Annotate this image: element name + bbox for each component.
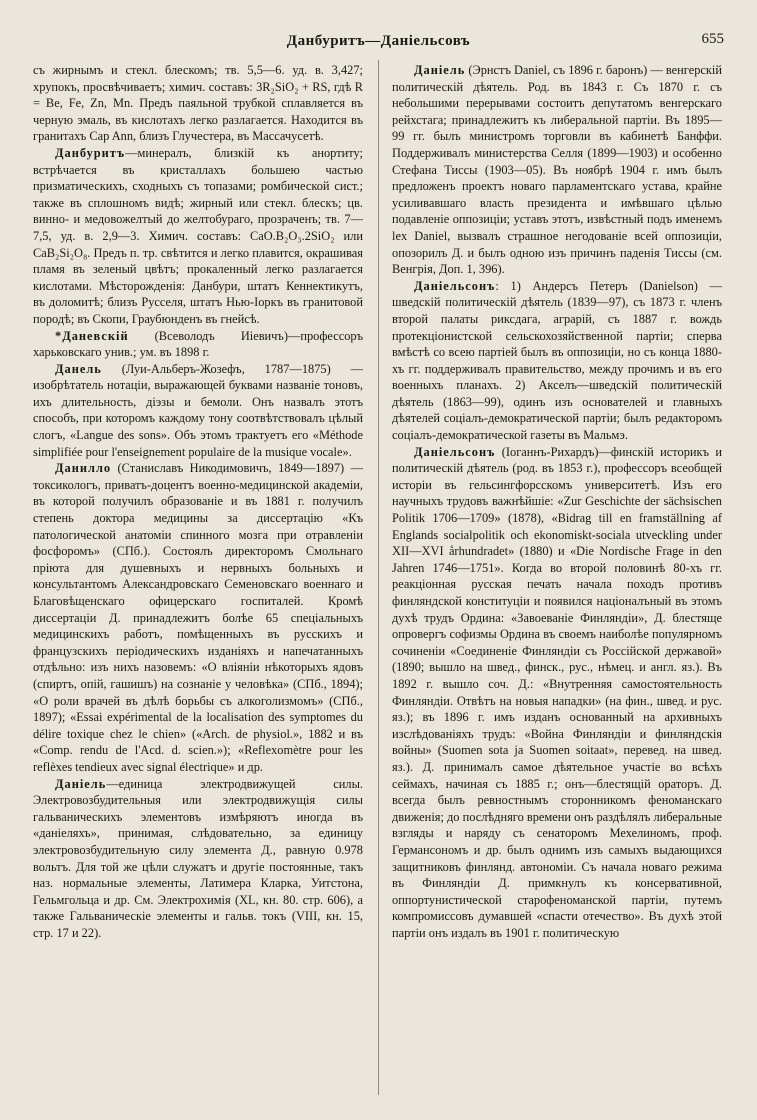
entry-headword: Даніельсонъ (414, 278, 496, 293)
entry-headword: Данилло (55, 461, 112, 476)
running-head (0, 33, 757, 53)
entry-text: (Эрнстъ Daniel, съ 1896 г. баронъ) — венгерскій политическій дѣятель. Род. въ 1843 г. Съ 1870 г. съ небольшими перерывами состоитъ депутатомъ венгерскаго рейхстага; принадлежитъ къ либеральной партіи. Въ 1895—99 гг. былъ министромъ торговли въ кабинетѣ Банффи. Поддерживалъ министерства Селля (1899—1903) и особенно Стефана Тиссы (1903—05). Въ ноябрѣ 1904 г. имъ былъ предложенъ проектъ новаго парламентскаго устава, крайне усиливавшаго власть президента и имѣвшаго цѣлью подавленіе оппозиціи; уставъ этотъ, извѣстный подъ именемъ lex Daniel, вызвалъ страшное негодованіе всей оппозиціи, опозорилъ Д. и былъ одною изъ причинъ паденія Тиссы (см. Венгрія, Доп. 1, 396). (392, 63, 723, 277)
entry-text: (Станиславъ Никодимовичъ, 1849—1897) — токсикологъ, приватъ-доцентъ военно-медицинской академіи, въ которой получилъ образованіе и въ 1881 г. получилъ степень доктора медицины за диссертацію «Къ патологической анатоміи спинного мозга при отравленіи фосфоромъ» (СПб.). Состоялъ директоромъ Смольнаго пріюта для душевныхъ и нервныхъ больныхъ и консультантомъ Александровскаго Семеновскаго военнаго и Благовѣщенскаго офицерскаго госпиталей. Кромѣ диссертаціи Д. принадлежитъ болѣе 65 спеціальныхъ медицинскихъ работъ, помѣщенныхъ въ русскихъ и французскихъ періодическихъ изданіяхъ и напечатанныхъ отдѣльно: изъ нихъ назовемъ: «О вліяніи нѣкоторыхъ ядовъ (спиртъ, опій, гашишъ) на сознаніе у человѣка» (СПб., 1894); «О роли врачей въ дѣлѣ борьбы съ алкоголизмомъ» (СПб., 1897); «Essai expérimental de la localisation des symptomes du délire toxique chez le chien» («Arch. de physiol.», 1882 и въ «Comp. rendu de l'Acd. d. scien.»); «Reflexomètre pour les reflèxes tendieux avec signal électrique» и др. (33, 461, 363, 774)
entry-headword: Даніель (55, 776, 107, 791)
entry-daniel-ernst (392, 62, 722, 278)
page-header-title: Данбуритъ—Даніельсовъ (286, 33, 471, 49)
entry-danillo (33, 460, 363, 775)
entry-danielson-finnish (392, 444, 722, 942)
entry-text: (Всеволодъ Иіевичъ)—профессоръ харьковскаго унив.; ум. въ 1898 г. (33, 328, 363, 360)
entry-headword: Данель (55, 361, 102, 376)
entry-danel (33, 361, 363, 461)
entry-daniel-unit (33, 776, 363, 942)
right-column (392, 62, 722, 941)
column-divider (378, 60, 379, 1095)
entry-danielson-swedish (392, 278, 722, 444)
entry-text: —минералъ, близкій къ анортиту; встрѣчается въ кристаллахъ большею частью призматическихъ, сходныхъ съ топазами; ромбической сист.; также въ сплошномъ видѣ; жирный или стекл. блескъ; цв. винно- и медовожелтый до желтобураго, прозраченъ; тв. 7—7,5, уд. в. 2,9—3. Химич. составъ: CaO.B₂O₃.2SiO₂ или CaB₂Si₂O₈. Предъ п. тр. свѣтится и легко плавится, окрашивая пламя въ зеленый цвѣтъ; прокаленный легко разлагается кислотами. Мѣсторожденія: Данбури, штатъ Кеннектикутъ, въ доломитѣ; близъ Русселя, штатъ Нью-Іоркъ въ гранитовой породѣ; въ Скопи, Граубюнденъ въ гнейсѣ. (33, 145, 363, 326)
entry-danburit (33, 145, 363, 328)
entry-text: съ жирнымъ и стекл. блескомъ; тв. 5,5—6. уд. в. 3,427; хрупокъ, просвѣчиваетъ; химич. составъ: 3R₂SiO₂ + RS, гдѣ R = Be, Fe, Zn, Mn. Предъ паяльной трубкой сплавляется въ черную эмаль, въ кислотахъ легко разлагается. Находится въ гранитахъ Cap Ann, близъ Глучестера, въ Массачусетѣ. (33, 63, 363, 144)
entry-headword: Данбуритъ (55, 145, 126, 160)
entry-headword: Даніельсонъ (414, 444, 496, 459)
entry-continuation (33, 62, 363, 145)
entry-danevsky (33, 328, 363, 361)
entry-text: (Іоганнъ-Рихардъ)—финскій историкъ и политическій дѣятель (род. въ 1853 г.), профессоръ всеобщей исторіи въ гельсингфорсскомъ университетѣ. Изъ его научныхъ трудовъ важнѣйшіе: «Zur Geschichte der sächsischen Politik 1706—1709» (1878), «Bidrag till en framställning af Englands socialpolitik och ekonomiskt-sociala utveckling under XII—XVI århundradet» (1880) и «Die Nordische Frage in den Jahren 1746—1751». Когда во второй половинѣ 80-хъ гг. реакціонная русская печать начала походъ противъ финляндской конституціи и появился націоналъный въ этомъ духѣ трудъ Ордина: «Завоеваніе Финляндіи», Д. блестяще опровергъ софизмы Ордина въ своемъ наиболѣе популярномъ сочиненіи «Соединеніе Финляндіи съ Россійской державой» (1890; вышло на швед., финск., рус., нѣмец. и англ. яз.). Въ 1892 г. вышло соч. Д.: «Внутренняя самостоятельность Финляндіи. Отвѣтъ на новыя нападки» (на фин., швед. и рус. яз.); въ 1896 г. имъ изданъ основанный на архивныхъ изслѣдованіяхъ трудъ: «Война Финляндіи и финляндскія войны» (Suomen sota ja Suomen soitaat», перевед. на швед. яз.). Д. принималъ самое дѣятельное участіе во всѣхъ сеймахъ, начиная съ 1885 г.; онъ—блестящій ораторъ. Д. всегда былъ ревностнымъ сторонникомъ феноманскаго движенія; до послѣдняго времени онъ раздѣлялъ либеральные взгляды и наряду съ сенаторомъ Мехелиномъ, проф. Германсономъ и др. былъ однимъ изъ самыхъ выдающихся защитниковъ финлянд. автономіи. Съ начала новаго режима въ Финляндіи Д. примкнулъ къ консервативной, оппортунистической старофеноманской партіи, путемъ компромиссовъ думавшей «спасти отечество». Въ духѣ этой партіи онъ издалъ въ 1901 г. политическую (392, 444, 722, 940)
entry-headword: *Даневскій (55, 328, 129, 343)
entry-text: : 1) Андерсъ Петеръ (Danielson) — шведскій политическій дѣятель (1839—97), съ 1873 г. членъ второй палаты риксдага, аграрій, съ 1887 г. вождь протекціонистской сельскохозяйственной партіи; сперва вмѣстѣ со всею партіей былъ въ оппозиціи, но съ конца 1880-хъ гг. поддерживалъ правительство, между прочимъ и въ его военныхъ планахъ. 2) Акселъ—шведскій политическій дѣятель (1863—99), одинъ изъ основателей и главныхъ дѣятелей соціалъ-демократической партіи; былъ редакторомъ соціалъ-демократической газеты въ Мальмэ. (392, 278, 722, 443)
entry-headword: Даніель (414, 63, 466, 77)
page-number: 655 (701, 31, 724, 47)
entry-text: —единица электродвижущей силы. Электровозбудительныя или электродвижущія силы гальваническихъ элементовъ измѣряютъ иногда въ «даніеляхъ», принимая, слѣдовательно, за единицу электровозбудительную силу элемента Д., равную 0.978 вольтъ. Для той же цѣли служатъ и другіе постоянные, такъ наз. нормальные элементы, Латимера Кларка, Уитстона, Гельмгольца и др. См. Электрохимія (XL, кн. 80. стр. 606), а также Гальваническіе элементы и гальв. токъ (VIII, кн. 15, стр. 17 и 22). (33, 776, 363, 940)
entry-text: (Луи-Альберъ-Жозефъ, 1787—1875) — изобрѣтатель нотацiи, выражающей буквами названіе тоновъ, ихъ длительность, діэзы и бемоли. Онъ назвалъ этотъ способъ, при которомъ каждому тону соотвѣтствовалъ цѣлый слогъ, «Langue des sons». Объ этомъ трактуетъ его «Méthode simplifiée pour l'enseignement populaire de la musique vocale». (33, 361, 363, 459)
left-column (33, 62, 363, 941)
